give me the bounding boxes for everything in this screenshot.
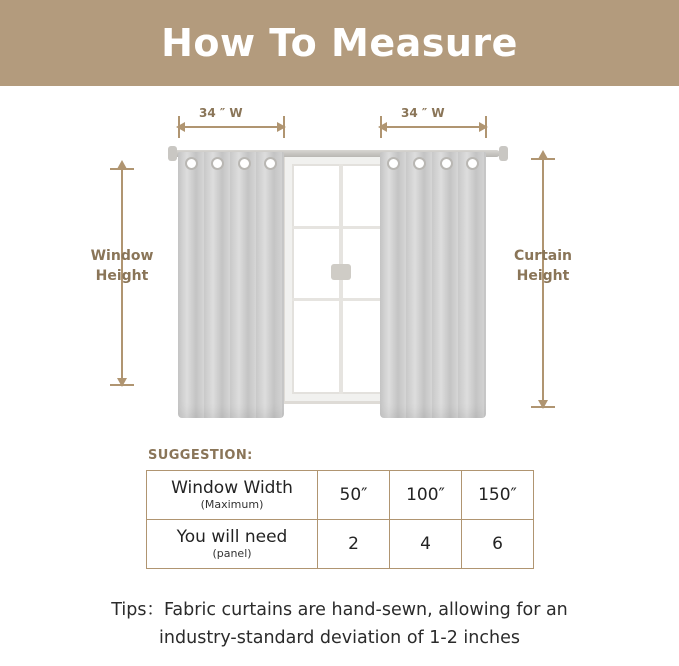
cell-window-width-1: 50″ [318, 471, 390, 520]
rod-finial-left [168, 146, 177, 161]
curtain-height-label-line1: Curtain [513, 248, 573, 264]
window-height-label [67, 246, 177, 286]
window-height-label-line2: Height [95, 268, 149, 284]
window-muntin-lower [292, 298, 388, 301]
cell-window-width-2: 100″ [390, 471, 462, 520]
suggestion-label: SUGGESTION: [148, 448, 253, 463]
grommet-icon [387, 157, 400, 170]
row-title-sub: (Maximum) [200, 498, 264, 511]
window-height-tick-top [110, 168, 134, 170]
right-width-tick-end [485, 116, 487, 138]
page-title: How To Measure [161, 21, 518, 65]
curtain-height-label [488, 246, 598, 286]
left-width-label: 34 ″ W [199, 106, 243, 120]
measurement-diagram [0, 86, 679, 436]
curtain-height-tick-top [531, 158, 555, 160]
grommet-icon [264, 157, 277, 170]
right-width-dimension-line [380, 126, 486, 128]
left-panel-grommets [178, 156, 284, 170]
tips-line2: industry-standard deviation of 1-2 inches [159, 628, 520, 648]
right-width-tick-start [380, 116, 382, 138]
tips-line1: Fabric curtains are hand-sewn, allowing for an [163, 600, 568, 620]
tips-section [0, 596, 679, 652]
left-width-tick-end [283, 116, 285, 138]
window-height-tick-bottom [110, 384, 134, 386]
window-height-label-line1: Window [90, 248, 154, 264]
grommet-icon [440, 157, 453, 170]
cell-panels-2: 4 [390, 520, 462, 569]
row-title-main: You will need [176, 527, 288, 547]
grommet-icon [238, 157, 251, 170]
row-title-sub: (panel) [212, 547, 252, 560]
right-panel-grommets [380, 156, 486, 170]
left-width-tick-start [178, 116, 180, 138]
window-handle [331, 264, 351, 280]
grommet-icon [211, 157, 224, 170]
right-curtain-panel [380, 152, 486, 418]
cell-panels-3: 6 [462, 520, 534, 569]
right-width-label: 34 ″ W [401, 106, 445, 120]
grommet-icon [185, 157, 198, 170]
curtain-height-label-line2: Height [516, 268, 570, 284]
window-muntin-upper [292, 226, 388, 229]
suggestion-table [146, 470, 534, 569]
tips-label: Tips： [111, 600, 164, 620]
left-curtain-panel [178, 152, 284, 418]
row-title-main: Window Width [171, 478, 293, 498]
row-title-window-width [147, 471, 318, 520]
left-width-dimension-line [178, 126, 284, 128]
grommet-icon [413, 157, 426, 170]
cell-panels-1: 2 [318, 520, 390, 569]
grommet-icon [466, 157, 479, 170]
table-row [147, 471, 534, 520]
header-banner [0, 0, 679, 86]
row-title-you-will-need [147, 520, 318, 569]
cell-window-width-3: 150″ [462, 471, 534, 520]
curtain-height-tick-bottom [531, 406, 555, 408]
rod-finial-right [499, 146, 508, 161]
table-row [147, 520, 534, 569]
